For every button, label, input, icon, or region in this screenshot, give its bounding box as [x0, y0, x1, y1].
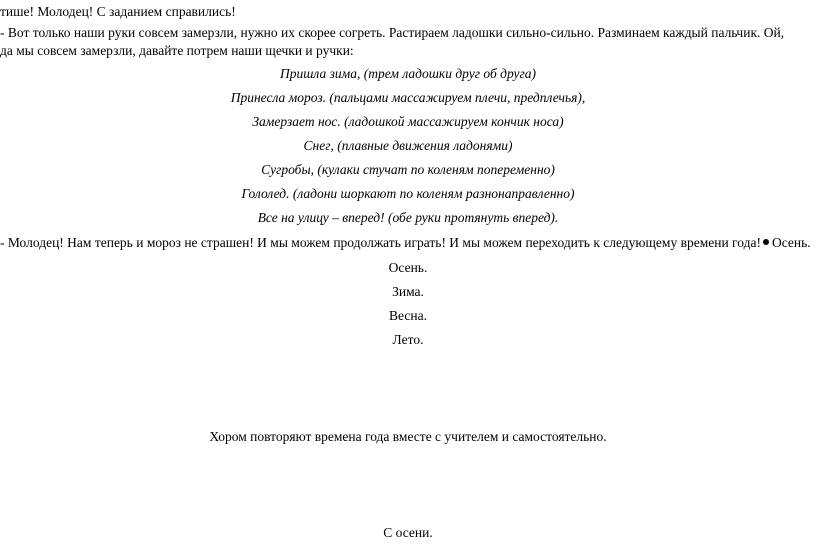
- praise-tail: Осень.: [771, 235, 811, 250]
- season-summer: Лето.: [392, 332, 424, 347]
- poem-line-7: Все на улицу – вперед! (обе руки протянуть вперед).: [257, 210, 559, 225]
- poem-line-5: Сугробы, (кулаки стучат по коленям попеременно): [261, 162, 555, 177]
- praise-text: - Молодец! Нам теперь и мороз не страшен! И мы можем продолжать играть! И мы можем переходить к следующему времени года!: [0, 235, 761, 250]
- season-winter: Зима.: [392, 284, 424, 299]
- intro-line: тише! Молодец! С заданием справились!: [0, 4, 236, 19]
- season-autumn: Осень.: [388, 260, 428, 275]
- season-spring: Весна.: [389, 308, 427, 323]
- final-line: С осени.: [383, 525, 433, 540]
- warmup-paragraph: - Вот только наши руки совсем замерзли, нужно их скорее согреть. Растираем ладошки сильно-сильно. Разминаем каждый пальчик. Ой, да мы совсем замерзли, давайте потрем наши щечки и ручки:: [0, 25, 785, 58]
- poem-line-1: Пришла зима, (трем ладошки друг об друга): [279, 66, 537, 81]
- chorus-line: Хором повторяют времена года вместе с учителем и самостоятельно.: [209, 429, 607, 444]
- bullet-icon: [763, 239, 769, 245]
- poem-line-3: Замерзает нос. (ладошкой массажируем кончик носа): [252, 114, 564, 129]
- poem-line-2: Принесла мороз. (пальцами массажируем плечи, предплечья),: [230, 90, 586, 105]
- poem-line-6: Гололед. (ладони шоркают по коленям разнонаправленно): [241, 186, 575, 201]
- poem-line-4: Снег, (плавные движения ладонями): [303, 138, 513, 153]
- praise-line: [0, 235, 811, 251]
